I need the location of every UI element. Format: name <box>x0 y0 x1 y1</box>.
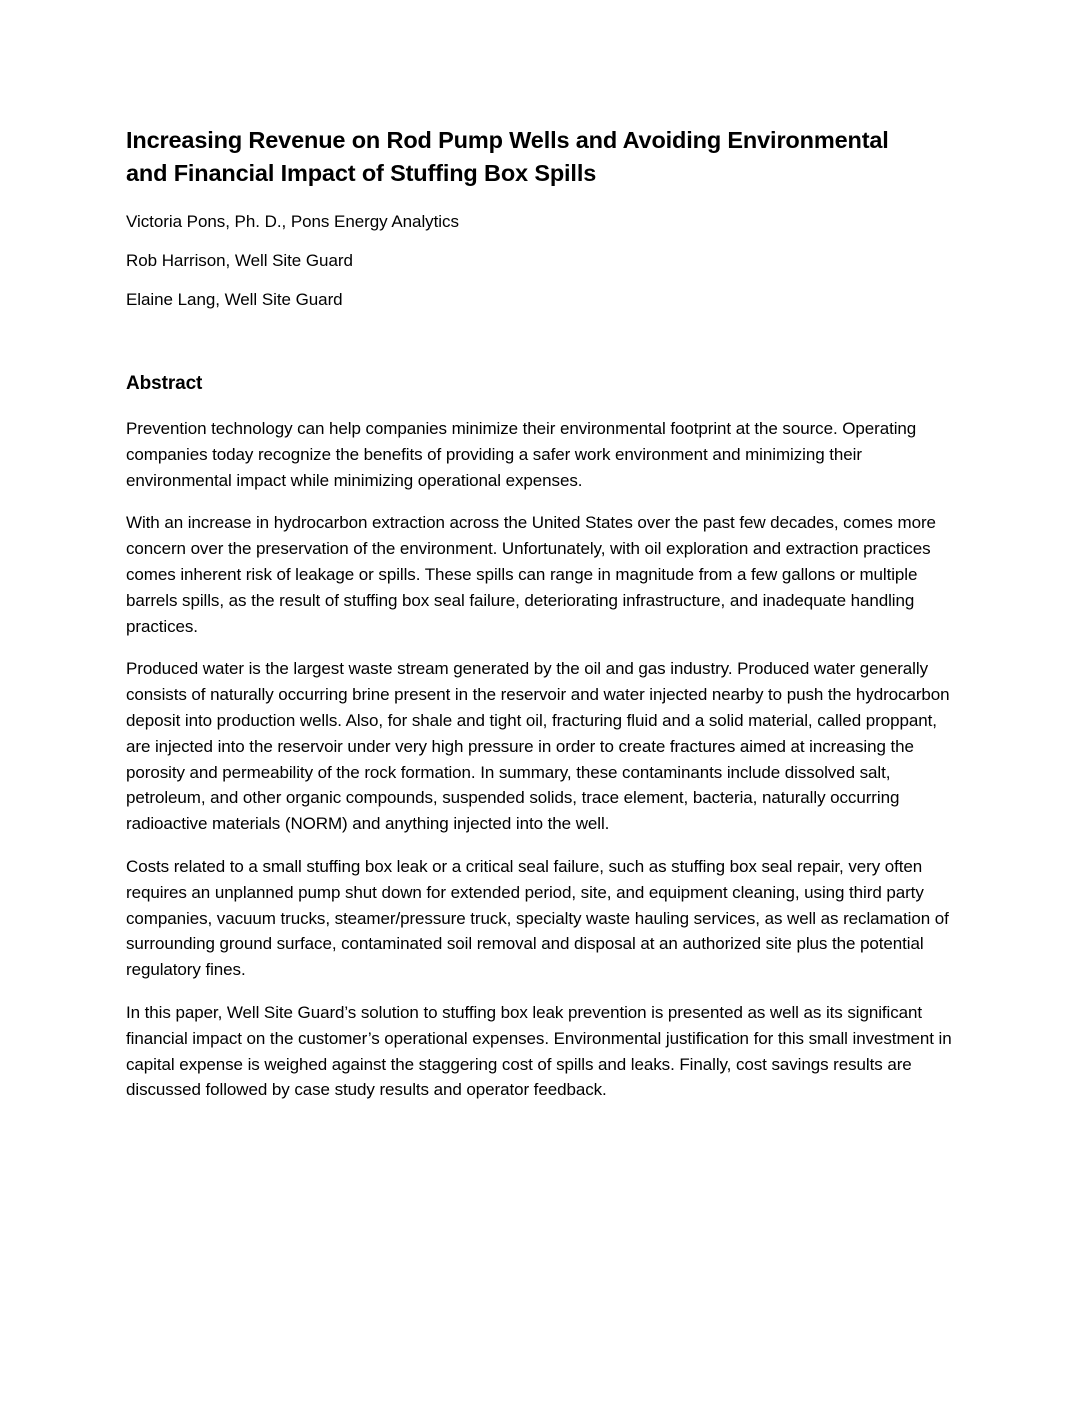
author-list <box>126 210 964 312</box>
page-content <box>126 124 964 1103</box>
abstract-paragraph: With an increase in hydrocarbon extraction across the United States over the past few decades, comes more concern over the preservation of the environment. Unfortunately, with oil exploration and extraction practices comes inherent risk of leakage or spills. These spills can range in magnitude from a few gallons or multiple barrels spills, as the result of stuffing box seal failure, deteriorating infrastructure, and inadequate handling practices. <box>126 513 936 636</box>
author-line: Victoria Pons, Ph. D., Pons Energy Analytics <box>126 212 459 231</box>
abstract-heading: Abstract <box>126 373 203 394</box>
abstract-paragraph: In this paper, Well Site Guard’s solution to stuffing box leak prevention is presented as well as its significant financial impact on the customer’s operational expenses. Environmental justification for this small investment in capital expense is weighed against the staggering cost of spills and leaks. Finally, cost savings results are discussed followed by case study results and operator feedback. <box>126 1002 952 1100</box>
abstract-section <box>126 372 964 1103</box>
page-title: Increasing Revenue on Rod Pump Wells and Avoiding Environmental and Financial Impact of Stuffing Box Spills <box>126 127 889 186</box>
abstract-paragraph: Costs related to a small stuffing box leak or a critical seal failure, such as stuffing box seal repair, very often requires an unplanned pump shut down for extended period, site, and equipment cleaning, using third party companies, vacuum trucks, steamer/pressure truck, specialty waste hauling services, as well as reclamation of surrounding ground surface, contaminated soil removal and disposal at an authorized site plus the potential regulatory fines. <box>126 856 949 980</box>
abstract-paragraph: Produced water is the largest waste stream generated by the oil and gas industry. Produced water generally consists of naturally occurring brine present in the reservoir and water injected nearby to push the hydrocarbon deposit into production wells. Also, for shale and tight oil, fracturing fluid and a solid material, called proppant, are injected into the reservoir under very high pressure in order to create fractures aimed at increasing the porosity and permeability of the rock formation. In summary, these contaminants include dissolved salt, petroleum, and other organic compounds, suspended solids, trace element, bacteria, naturally occurring radioactive materials (NORM) and anything injected into the well. <box>126 659 950 834</box>
author-line: Elaine Lang, Well Site Guard <box>126 290 343 309</box>
author-line: Rob Harrison, Well Site Guard <box>126 251 353 270</box>
abstract-paragraph: Prevention technology can help companies minimize their environmental footprint at the source. Operating companies today recognize the benefits of providing a safer work environment and minimizing their environmental impact while minimizing operational expenses. <box>126 419 917 490</box>
